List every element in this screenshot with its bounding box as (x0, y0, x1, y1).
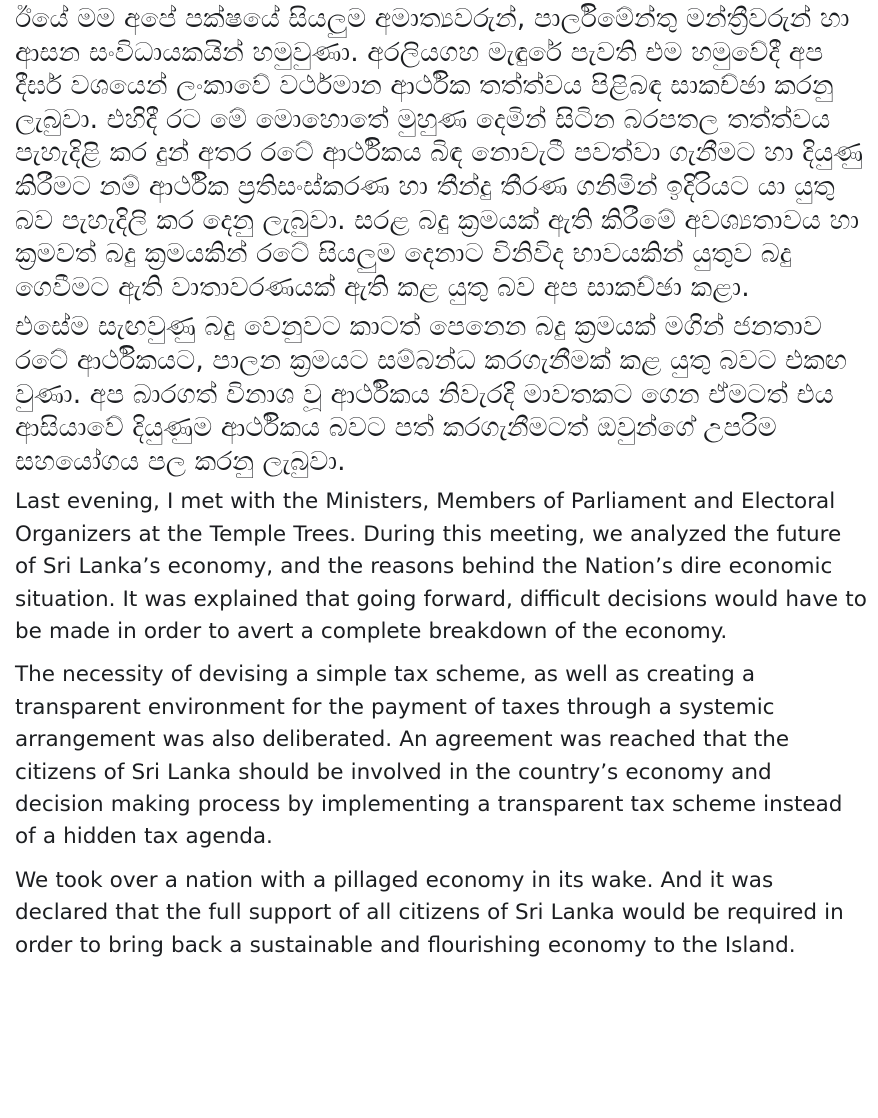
post-body (15, 2, 867, 962)
sinhala-paragraph-1: ඊයේ මම අපේ පක්ෂයේ සියලුම අමාත්‍යවරුන්, පාර්ලිමේන්තු මන්ත්‍රීවරුන් හා ආසන සංවිධායකයින් හමුවුණා. අරලියගහ මැඳුරේ පැවති එම හමුවේදී අප දීර්ඝ වශයෙන් ලංකාවේ වර්ථමාන ආර්ථික තත්ත්වය පිළිබඳ සාකච්ඡා කරනු ලැබුවා. එහිදී රට මේ මොහොතේ මුහුණ දෙමින් සිටින බරපතල තත්ත්වය පැහැදිළි කර දුන් අතර රටේ ආර්ථිකය බිඳ නොවැටී පවත්වා ගැනීමට හා දියුණු කිරීමට නම් ආර්ථික ප්‍රතිසංස්කරණ හා තීන්දු තීරණ ගනිමින් ඉදිරියට යා යුතු බව පැහැදිලි කර දෙනු ලැබුවා. සරළ බදු ක්‍රමයක් ඇති කිරීමේ අවශ්‍යතාවය හා ක්‍රමවත් බදු ක්‍රමයකින් රටේ සියලුම දෙනාට විනිවිද භාවයකින් යුතුව බදු ගෙවීමට ඇති වාතාවරණයක් ඇති කළ යුතු බව අප සාකච්ඡා කළා. (15, 3, 864, 303)
english-paragraph-2: The necessity of devising a simple tax scheme, as well as creating a transparent environment for the payment of taxes through a systemic arrangement was also deliberated. An agreement was reached that the citizens of Sri Lanka should be involved in the country’s economy and decision making process by implementing a transparent tax scheme instead of a hidden tax agenda. (15, 662, 843, 850)
english-paragraph-1: Last evening, I met with the Ministers, Members of Parliament and Electoral Organizers at the Temple Trees. During this meeting, we analyzed the future of Sri Lanka’s economy, and the reasons behind the Nation’s dire economic situation. It was explained that going forward, difficult decisions would have to be made in order to avert a complete breakdown of the economy. (15, 489, 867, 644)
sinhala-paragraph-2: එසේම සැඟවුණු බදු වෙනුවට කාටත් පෙනෙන බදු ක්‍රමයක් මගින් ජනතාව රටේ ආර්ථිකයට, පාලන ක්‍රමයට සම්බන්ධ කරගැනීමක් කළ යුතු බවට එකඟ වුණා. අප බාරගත් විනාශ වූ ආර්ථිකය නිවැරදි මාවතකට ගෙන ඒමටත් එය ආසියාවේ දියුණුම ආර්ථිකය බවට පත් කරගැනීමටත් ඔවුන්ගේ උපරිම සහයෝගය පල කරනු ලැබුවා. (15, 311, 848, 477)
english-paragraph-3: We took over a nation with a pillaged economy in its wake. And it was declared that the full support of all citizens of Sri Lanka would be required in order to bring back a sustainable and flourishing economy to the Island. (15, 867, 844, 958)
